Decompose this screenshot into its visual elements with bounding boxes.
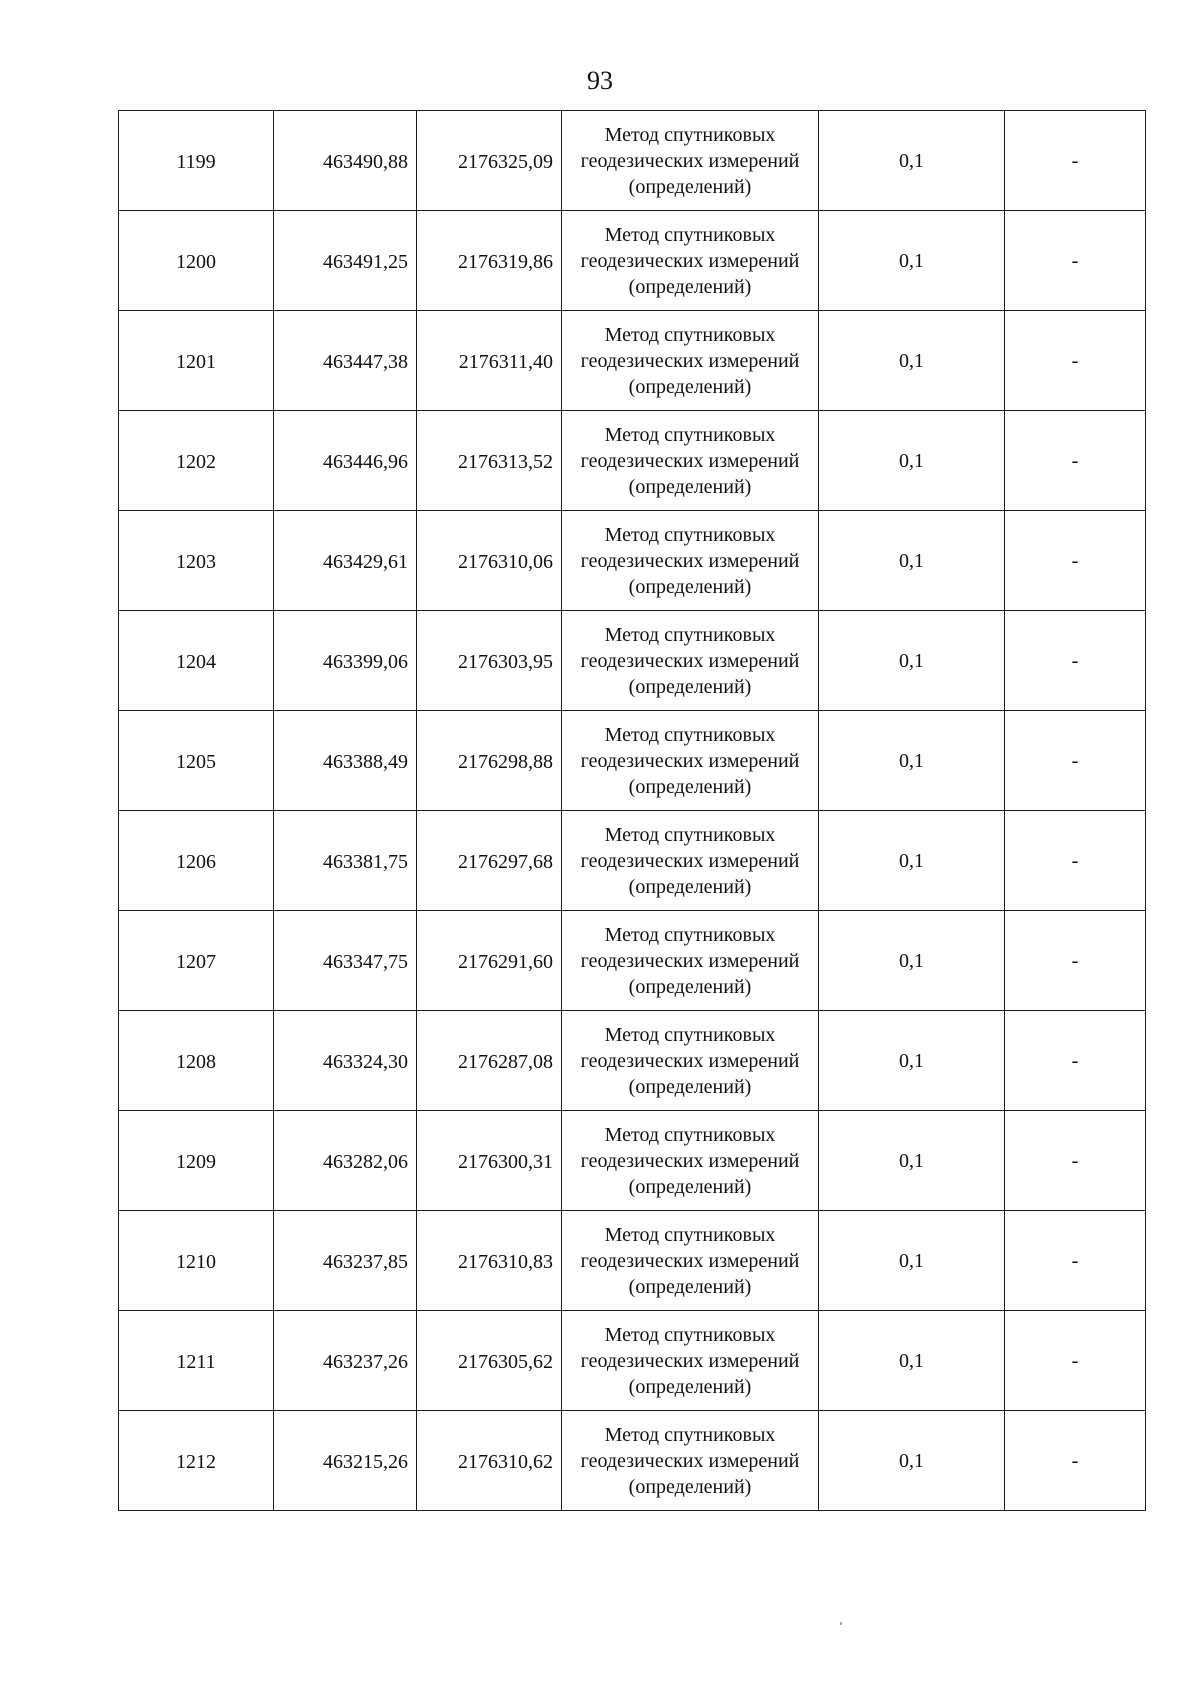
- point-number-cell: 1201: [119, 311, 274, 411]
- y-coordinate-cell: 2176300,31: [417, 1111, 562, 1211]
- y-coordinate-cell: 2176319,86: [417, 211, 562, 311]
- coordinates-table: [118, 110, 1146, 1511]
- method-cell: [562, 1311, 819, 1411]
- scan-speck: [840, 1622, 842, 1625]
- accuracy-cell: 0,1: [819, 211, 1005, 311]
- method-line: Метод спутниковых: [604, 723, 776, 746]
- method-line: (определений): [628, 275, 752, 298]
- table-row: [119, 1411, 1146, 1511]
- point-number-cell: 1199: [119, 111, 274, 211]
- note-cell: -: [1005, 1111, 1146, 1211]
- y-coordinate-cell: 2176298,88: [417, 711, 562, 811]
- x-coordinate-cell: 463429,61: [274, 511, 417, 611]
- method-line: геодезических измерений: [580, 449, 800, 472]
- y-coordinate-cell: 2176305,62: [417, 1311, 562, 1411]
- method-line: Метод спутниковых: [604, 423, 776, 446]
- y-coordinate-cell: 2176311,40: [417, 311, 562, 411]
- accuracy-cell: 0,1: [819, 1411, 1005, 1511]
- method-cell: [562, 1211, 819, 1311]
- method-line: (определений): [628, 1375, 752, 1398]
- method-line: Метод спутниковых: [604, 123, 776, 146]
- method-cell: [562, 1111, 819, 1211]
- method-line: (определений): [628, 1075, 752, 1098]
- page-number: 93: [587, 66, 613, 95]
- accuracy-cell: 0,1: [819, 311, 1005, 411]
- note-cell: -: [1005, 811, 1146, 911]
- method-line: Метод спутниковых: [604, 923, 776, 946]
- method-line: (определений): [628, 675, 752, 698]
- accuracy-cell: 0,1: [819, 711, 1005, 811]
- method-cell: [562, 711, 819, 811]
- y-coordinate-cell: 2176303,95: [417, 611, 562, 711]
- x-coordinate-cell: 463399,06: [274, 611, 417, 711]
- method-cell: [562, 811, 819, 911]
- accuracy-cell: 0,1: [819, 911, 1005, 1011]
- note-cell: -: [1005, 1411, 1146, 1511]
- x-coordinate-cell: 463491,25: [274, 211, 417, 311]
- method-line: (определений): [628, 475, 752, 498]
- method-cell: [562, 1411, 819, 1511]
- note-cell: -: [1005, 1211, 1146, 1311]
- note-cell: -: [1005, 311, 1146, 411]
- method-line: Метод спутниковых: [604, 623, 776, 646]
- x-coordinate-cell: 463324,30: [274, 1011, 417, 1111]
- accuracy-cell: 0,1: [819, 811, 1005, 911]
- table-row: [119, 1211, 1146, 1311]
- point-number-cell: 1205: [119, 711, 274, 811]
- method-line: Метод спутниковых: [604, 1223, 776, 1246]
- table-row: [119, 211, 1146, 311]
- method-cell: [562, 111, 819, 211]
- table-row: [119, 711, 1146, 811]
- method-cell: [562, 411, 819, 511]
- method-line: Метод спутниковых: [604, 523, 776, 546]
- point-number-cell: 1211: [119, 1311, 274, 1411]
- accuracy-cell: 0,1: [819, 611, 1005, 711]
- method-line: (определений): [628, 775, 752, 798]
- point-number-cell: 1203: [119, 511, 274, 611]
- point-number-cell: 1209: [119, 1111, 274, 1211]
- note-cell: -: [1005, 411, 1146, 511]
- method-line: (определений): [628, 375, 752, 398]
- method-line: Метод спутниковых: [604, 1323, 776, 1346]
- note-cell: -: [1005, 611, 1146, 711]
- table-row: [119, 811, 1146, 911]
- y-coordinate-cell: 2176310,62: [417, 1411, 562, 1511]
- y-coordinate-cell: 2176291,60: [417, 911, 562, 1011]
- method-line: геодезических измерений: [580, 249, 800, 272]
- method-line: Метод спутниковых: [604, 1123, 776, 1146]
- accuracy-cell: 0,1: [819, 1111, 1005, 1211]
- note-cell: -: [1005, 511, 1146, 611]
- accuracy-cell: 0,1: [819, 1011, 1005, 1111]
- method-line: геодезических измерений: [580, 1349, 800, 1372]
- method-line: Метод спутниковых: [604, 223, 776, 246]
- method-cell: [562, 211, 819, 311]
- point-number-cell: 1207: [119, 911, 274, 1011]
- method-line: геодезических измерений: [580, 149, 800, 172]
- method-line: (определений): [628, 575, 752, 598]
- point-number-cell: 1212: [119, 1411, 274, 1511]
- point-number-cell: 1200: [119, 211, 274, 311]
- point-number-cell: 1206: [119, 811, 274, 911]
- point-number-cell: 1210: [119, 1211, 274, 1311]
- method-line: геодезических измерений: [580, 1049, 800, 1072]
- table-row: [119, 411, 1146, 511]
- method-line: геодезических измерений: [580, 649, 800, 672]
- table-row: [119, 111, 1146, 211]
- method-line: геодезических измерений: [580, 1449, 800, 1472]
- x-coordinate-cell: 463447,38: [274, 311, 417, 411]
- method-cell: [562, 311, 819, 411]
- accuracy-cell: 0,1: [819, 1211, 1005, 1311]
- table-row: [119, 611, 1146, 711]
- y-coordinate-cell: 2176310,83: [417, 1211, 562, 1311]
- point-number-cell: 1202: [119, 411, 274, 511]
- method-line: Метод спутниковых: [604, 823, 776, 846]
- method-line: Метод спутниковых: [604, 1023, 776, 1046]
- coordinates-table-body: [119, 111, 1146, 1511]
- y-coordinate-cell: 2176313,52: [417, 411, 562, 511]
- table-row: [119, 911, 1146, 1011]
- method-line: (определений): [628, 875, 752, 898]
- method-line: геодезических измерений: [580, 949, 800, 972]
- accuracy-cell: 0,1: [819, 511, 1005, 611]
- x-coordinate-cell: 463237,26: [274, 1311, 417, 1411]
- x-coordinate-cell: 463282,06: [274, 1111, 417, 1211]
- table-row: [119, 511, 1146, 611]
- method-line: геодезических измерений: [580, 749, 800, 772]
- method-cell: [562, 511, 819, 611]
- y-coordinate-cell: 2176297,68: [417, 811, 562, 911]
- x-coordinate-cell: 463446,96: [274, 411, 417, 511]
- accuracy-cell: 0,1: [819, 111, 1005, 211]
- method-line: геодезических измерений: [580, 349, 800, 372]
- note-cell: -: [1005, 111, 1146, 211]
- method-line: (определений): [628, 1175, 752, 1198]
- x-coordinate-cell: 463237,85: [274, 1211, 417, 1311]
- method-cell: [562, 1011, 819, 1111]
- note-cell: -: [1005, 911, 1146, 1011]
- table-row: [119, 1311, 1146, 1411]
- note-cell: -: [1005, 211, 1146, 311]
- accuracy-cell: 0,1: [819, 1311, 1005, 1411]
- table-row: [119, 1011, 1146, 1111]
- y-coordinate-cell: 2176310,06: [417, 511, 562, 611]
- x-coordinate-cell: 463388,49: [274, 711, 417, 811]
- note-cell: -: [1005, 1011, 1146, 1111]
- accuracy-cell: 0,1: [819, 411, 1005, 511]
- method-cell: [562, 611, 819, 711]
- y-coordinate-cell: 2176287,08: [417, 1011, 562, 1111]
- method-line: (определений): [628, 1275, 752, 1298]
- y-coordinate-cell: 2176325,09: [417, 111, 562, 211]
- note-cell: -: [1005, 711, 1146, 811]
- point-number-cell: 1204: [119, 611, 274, 711]
- method-line: Метод спутниковых: [604, 323, 776, 346]
- method-line: геодезических измерений: [580, 849, 800, 872]
- method-line: геодезических измерений: [580, 549, 800, 572]
- table-row: [119, 311, 1146, 411]
- note-cell: -: [1005, 1311, 1146, 1411]
- method-line: Метод спутниковых: [604, 1423, 776, 1446]
- method-line: (определений): [628, 1475, 752, 1498]
- method-line: (определений): [628, 975, 752, 998]
- x-coordinate-cell: 463381,75: [274, 811, 417, 911]
- method-cell: [562, 911, 819, 1011]
- x-coordinate-cell: 463215,26: [274, 1411, 417, 1511]
- point-number-cell: 1208: [119, 1011, 274, 1111]
- method-line: геодезических измерений: [580, 1249, 800, 1272]
- x-coordinate-cell: 463347,75: [274, 911, 417, 1011]
- table-row: [119, 1111, 1146, 1211]
- method-line: геодезических измерений: [580, 1149, 800, 1172]
- method-line: (определений): [628, 175, 752, 198]
- x-coordinate-cell: 463490,88: [274, 111, 417, 211]
